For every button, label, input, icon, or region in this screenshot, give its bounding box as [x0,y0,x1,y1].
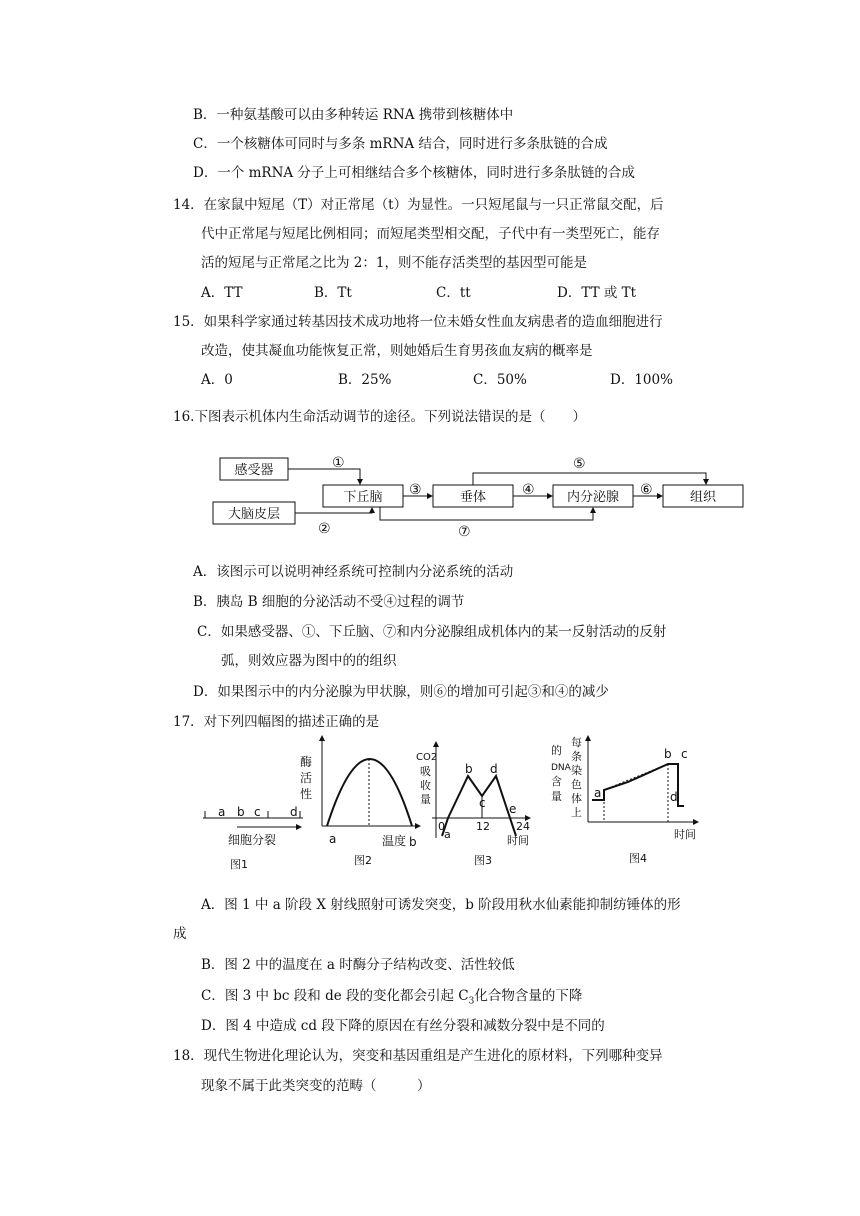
q17-option-d: D．图 4 中造成 cd 段下降的原因在有丝分裂和减数分裂中是不同的 [201,1018,605,1034]
fig3-ylabel-1: CO2 [416,752,438,763]
q14-stem-line2: 代中正常尾与短尾比例相同；而短尾类型相交配，子代中有一类型死亡，能存 [201,226,660,242]
q16-option-a: A．该图示可以说明神经系统可控制内分泌系统的活动 [193,564,514,580]
q14-stem-line3: 活的短尾与正常尾之比为 2：1，则不能存活类型的基因型可能是 [201,255,587,271]
fig4-yright-6: 上 [571,806,582,819]
q16-stem: 16.下图表示机体内生命活动调节的途径。下列说法错误的是（ ） [173,409,586,425]
fig4-yright-4: 色 [571,778,582,791]
fig4-yleft-4: 量 [551,790,562,803]
hypothalamus-label: 下丘脑 [343,490,383,505]
fig3-label-b: b [465,762,473,776]
path-2-label: ② [318,521,331,537]
pituitary-label: 垂体 [459,490,487,505]
fig2-xlabel: 温度 [382,834,407,848]
fig3-ylabel-4: 量 [420,793,431,806]
path-4-label: ④ [522,482,535,498]
fig4-yleft-2: DNA [551,763,571,773]
fig3-xlabel: 时间 [507,834,529,847]
q18-stem-line1: 18．现代生物进化理论认为，突变和基因重组是产生进化的原材料，下列哪种变异 [173,1048,663,1064]
fig2-label-b: b [409,835,417,849]
q14-option-b: B．Tt [314,285,352,301]
fig4-yright-1: 每 [571,736,582,749]
q16-option-d: D．如果图示中的内分泌腺为甲状腺，则⑥的增加可引起③和④的减少 [193,684,609,700]
path-5-label: ⑤ [573,456,586,472]
q13-option-c: C．一个核糖体可同时与多条 mRNA 结合，同时进行多条肽链的合成 [193,136,608,152]
fig3-ylabel-2: 吸 [420,765,431,778]
q17-stem: 17．对下列四幅图的描述正确的是 [173,714,380,730]
q18-stem-line2: 现象不属于此类突变的范畴（ ） [201,1078,431,1094]
q17-option-a-line2: 成 [173,926,187,942]
fig3-tick-24: 24 [516,820,530,833]
fig3-tick-12: 12 [476,820,490,833]
fig2-enzyme-activity [300,736,420,867]
fig3-label-d: d [490,762,498,776]
fig2-ylabel-3: 性 [300,787,313,801]
fig4-yright-5: 体 [571,792,582,805]
fig1-cell-division [203,805,303,871]
fig2-ylabel-2: 活 [300,771,313,785]
q15-option-a: A．0 [201,372,233,388]
q17-option-c: C．图 3 中 bc 段和 de 段的变化都会引起 $C_3$化合物含量的下降 [201,988,583,1007]
fig2-caption: 图2 [354,854,372,867]
fig4-yright-2: 条 [571,750,582,763]
fig1-label-c: c [254,805,261,819]
q13-option-b: B．一种氨基酸可以由多种转运 RNA 携带到核糖体中 [193,107,514,123]
fig3-co2-absorption [416,742,530,867]
q13-option-d: D．一个 mRNA 分子上可相继结合多个核糖体，同时进行多条肽链的合成 [193,165,635,181]
q16-option-b: B．胰岛 B 细胞的分泌活动不受④过程的调节 [193,594,465,610]
tissue-label: 组织 [689,490,717,505]
fig1-label-a: a [218,805,226,819]
fig3-label-a: a [444,828,451,841]
fig4-caption: 图4 [629,852,647,865]
q17-option-a-line1: A．图 1 中 a 阶段 X 射线照射可诱发突变，b 阶段用秋水仙素能抑制纺锤体的形 [201,897,681,913]
q15-option-b: B．25% [338,372,392,388]
path-3-label: ③ [409,482,422,498]
q15-stem-line2: 改造，使其凝血功能恢复正常，则她婚后生育男孩血友病的概率是 [201,343,593,359]
fig3-origin: 0 [438,820,445,833]
fig4-label-d: d [670,790,678,804]
fig4-dna-per-chromosome [551,735,698,865]
q16-option-c-line1: C．如果感受器、①、下丘脑、⑦和内分泌腺组成机体内的某一反射活动的反射 [197,624,667,640]
path-7-label: ⑦ [458,524,471,540]
q17-option-b: B．图 2 中的温度在 a 时酶分子结构改变、活性较低 [201,957,515,973]
q16-option-c-line2: 弧，则效应器为图中的的组织 [221,653,397,669]
q15-option-d: D．100% [610,372,673,388]
fig3-caption: 图3 [474,854,492,867]
q15-option-c: C．50% [473,372,527,388]
fig4-label-a: a [594,786,602,800]
q14-option-a: A．TT [201,285,243,301]
fig3-ylabel-3: 收 [420,779,431,792]
path-1-label: ① [332,455,345,471]
fig4-yright-3: 染 [571,764,582,777]
fig2-label-a: a [329,832,337,846]
fig4-yleft-1: 的 [551,744,562,757]
q14-option-c: C．tt [436,285,471,301]
endocrine-label: 内分泌腺 [566,490,620,505]
fig4-xlabel: 时间 [674,828,696,841]
fig4-label-b: b [664,747,672,761]
fig1-caption: 图1 [230,858,248,871]
regulation-pathway-diagram [0,440,860,540]
fig4-label-c: c [681,747,688,761]
q14-option-d: D．TT 或 Tt [557,285,637,301]
receptor-label: 感受器 [234,463,274,478]
q17-four-graphs [0,730,860,880]
fig4-yleft-3: 含 [551,775,562,788]
q14-stem-line1: 14．在家鼠中短尾（T）对正常尾（t）为显性。一只短尾鼠与一只正常鼠交配，后 [173,197,664,213]
cortex-label: 大脑皮层 [227,507,281,522]
fig1-xlabel: 细胞分裂 [228,833,277,847]
path-6-label: ⑥ [640,482,653,498]
q15-stem-line1: 15．如果科学家通过转基因技术成功地将一位未婚女性血友病患者的造血细胞进行 [173,314,663,330]
fig3-label-e: e [509,802,517,816]
fig3-label-c: c [479,796,486,810]
fig2-ylabel-1: 酶 [300,755,313,769]
fig1-label-d: d [290,805,298,819]
fig1-label-b: b [237,805,245,819]
